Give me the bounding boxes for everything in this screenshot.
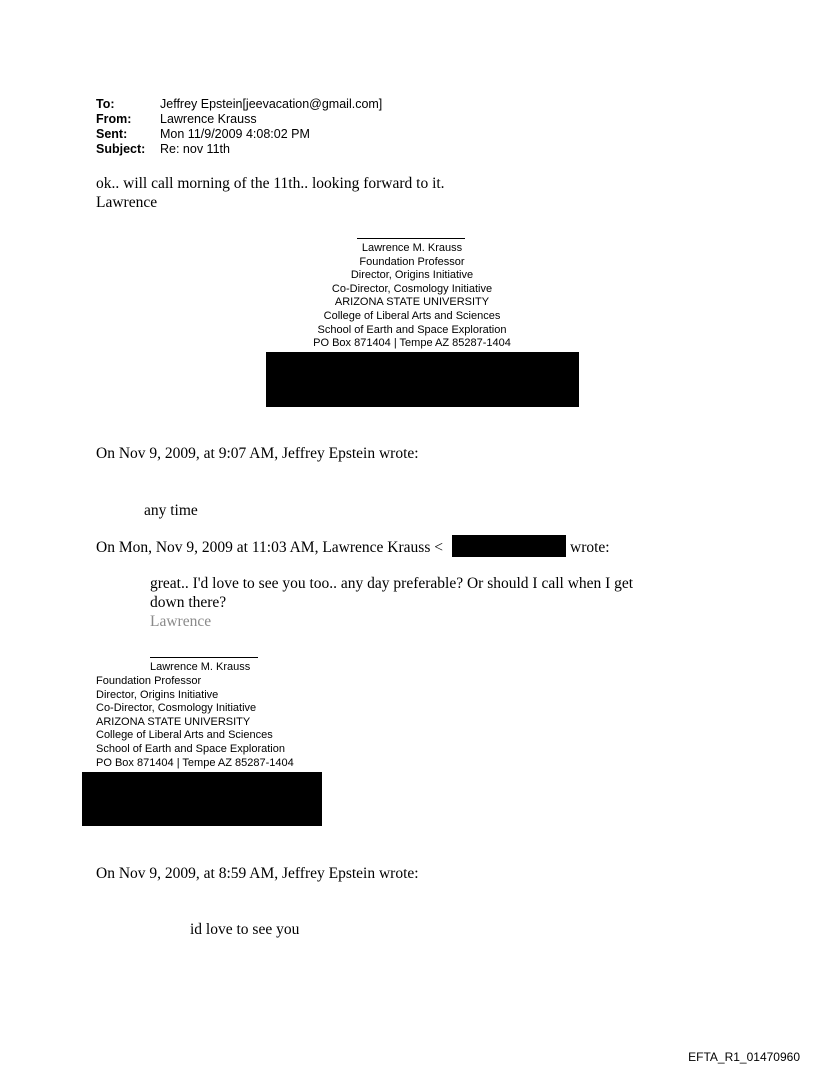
signature-line: Co-Director, Cosmology Initiative	[331, 282, 493, 295]
redaction-box	[82, 772, 322, 826]
quote-text-line-3: Lawrence	[150, 613, 212, 630]
signature-line: Foundation Professor	[359, 255, 465, 268]
signature-block-top	[266, 242, 558, 351]
message-line-2: Lawrence	[96, 194, 158, 211]
signature-rule	[357, 238, 465, 239]
signature-line: College of Liberal Arts and Sciences	[323, 309, 501, 322]
quote-text: id love to see you	[190, 921, 300, 938]
sent-value: Mon 11/9/2009 4:08:02 PM	[160, 127, 310, 141]
quote-text-line-1: great.. I'd love to see you too.. any day preferable? Or should I call when I get	[150, 575, 634, 592]
to-value: Jeffrey Epstein[jeevacation@gmail.com]	[160, 97, 383, 111]
quote-text: any time	[144, 502, 198, 519]
signature-line: Director, Origins Initiative	[350, 269, 474, 282]
from-value: Lawrence Krauss	[160, 112, 257, 126]
signature-line: Foundation Professor	[96, 675, 202, 687]
to-label: To:	[96, 97, 115, 111]
quote-attribution: On Nov 9, 2009, at 8:59 AM, Jeffrey Epstein wrote:	[96, 865, 419, 882]
signature-line: School of Earth and Space Exploration	[317, 323, 507, 336]
message-line-1: ok.. will call morning of the 11th.. looking forward to it.	[96, 175, 445, 192]
quote-attribution: On Mon, Nov 9, 2009 at 11:03 AM, Lawrence Krauss <	[96, 539, 443, 556]
quote-text-line-2: down there?	[150, 594, 227, 611]
redaction-box	[452, 535, 566, 557]
signature-line: ARIZONA STATE UNIVERSITY	[334, 296, 490, 309]
signature-rule	[150, 657, 258, 658]
signature-line: Co-Director, Cosmology Initiative	[96, 702, 257, 715]
document-id: EFTA_R1_01470960	[688, 1050, 800, 1064]
signature-line: College of Liberal Arts and Sciences	[96, 729, 273, 742]
from-label: From:	[96, 112, 132, 126]
signature-line: Director, Origins Initiative	[96, 688, 219, 701]
redaction-box	[266, 352, 579, 407]
quote-attribution-suffix: wrote:	[570, 539, 610, 556]
subject-value: Re: nov 11th	[160, 142, 230, 156]
signature-line: School of Earth and Space Exploration	[96, 742, 285, 755]
quote-attribution: On Nov 9, 2009, at 9:07 AM, Jeffrey Epstein wrote:	[96, 445, 419, 462]
sent-label: Sent:	[96, 127, 128, 141]
signature-line: Lawrence M. Krauss	[361, 242, 463, 254]
signature-block-bottom	[96, 675, 294, 770]
signature-name: Lawrence M. Krauss	[150, 661, 251, 673]
subject-label: Subject:	[96, 142, 146, 156]
signature-line: PO Box 871404 | Tempe AZ 85287-1404	[96, 756, 294, 769]
signature-line: ARIZONA STATE UNIVERSITY	[96, 715, 251, 728]
signature-line: PO Box 871404 | Tempe AZ 85287-1404	[313, 337, 511, 350]
